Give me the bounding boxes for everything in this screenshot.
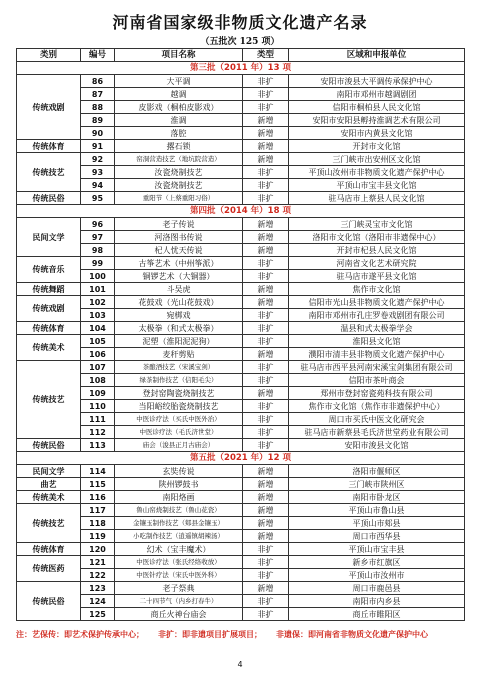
region-unit-cell: 信阳市光山县非物质文化遗产保护中心 — [289, 296, 465, 309]
number-cell: 99 — [81, 257, 115, 270]
number-cell: 86 — [81, 75, 115, 88]
region-unit-cell: 南阳市卧龙区 — [289, 491, 465, 504]
type-cell: 新增 — [243, 387, 289, 400]
batch-label: 第五批（2021 年）12 项 — [17, 452, 465, 465]
project-name-cell: 庙会（浚县正月古庙会） — [115, 439, 243, 452]
number-cell: 87 — [81, 88, 115, 101]
region-unit-cell: 驻马店市上蔡县人民文化馆 — [289, 192, 465, 205]
region-unit-cell: 平顶山汝州市非物质文化遗产保护中心 — [289, 166, 465, 179]
type-cell: 非扩 — [243, 166, 289, 179]
region-unit-cell: 平顶山市鲁山县 — [289, 504, 465, 517]
region-unit-cell: 平顶山市郏县 — [289, 517, 465, 530]
number-cell: 115 — [81, 478, 115, 491]
project-name-cell: 老子祭典 — [115, 582, 243, 595]
type-cell: 非扩 — [243, 374, 289, 387]
table-row — [17, 335, 465, 348]
region-unit-cell: 驻马店市新蔡县毛氏济世堂药业有限公司 — [289, 426, 465, 439]
table-row — [17, 504, 465, 517]
region-unit-cell: 驻马店市西平县河南宋溪宝剑集团有限公司 — [289, 361, 465, 374]
project-name-cell: 二十四节气（内乡打春牛） — [115, 595, 243, 608]
number-cell: 125 — [81, 608, 115, 621]
number-cell: 101 — [81, 283, 115, 296]
type-cell: 新增 — [243, 283, 289, 296]
project-name-cell: 汝瓷烧制技艺 — [115, 179, 243, 192]
region-unit-cell: 平顶山市宝丰县文化馆 — [289, 179, 465, 192]
region-unit-cell: 平顶山市汝州市 — [289, 569, 465, 582]
region-unit-cell: 安阳市浚县文化馆 — [289, 439, 465, 452]
number-cell: 116 — [81, 491, 115, 504]
type-cell: 非扩 — [243, 322, 289, 335]
project-name-cell: 中医诊疗法（毛氏济世堂） — [115, 426, 243, 439]
project-name-cell: 铜锣艺术（大铜器） — [115, 270, 243, 283]
project-name-cell: 汝瓷烧制技艺 — [115, 166, 243, 179]
table-row — [17, 140, 465, 153]
type-cell: 新增 — [243, 348, 289, 361]
category-cell: 传统戏剧 — [17, 75, 81, 140]
project-name-cell: 撂石锁 — [115, 140, 243, 153]
table-row — [17, 244, 465, 257]
type-cell: 非扩 — [243, 543, 289, 556]
project-name-cell: 绿茶制作技艺（信阳毛尖） — [115, 374, 243, 387]
project-name-cell: 当阳峪绞胎瓷烧制技艺 — [115, 400, 243, 413]
project-name-cell: 大平调 — [115, 75, 243, 88]
category-cell: 民间文学 — [17, 218, 81, 257]
region-unit-cell: 洛阳市文化馆（洛阳市非遗保中心） — [289, 231, 465, 244]
footnote-item: 艺保传：即艺术保护传承中心； — [32, 629, 144, 639]
table-row — [17, 595, 465, 608]
project-name-cell: 淮调 — [115, 114, 243, 127]
category-cell: 传统民俗 — [17, 192, 81, 205]
region-unit-cell: 温县和式太极拳学会 — [289, 322, 465, 335]
project-name-cell: 鲁山窑烧制技艺（鲁山花瓷） — [115, 504, 243, 517]
table-row — [17, 127, 465, 140]
header-number: 编号 — [81, 49, 115, 62]
category-cell: 传统医药 — [17, 556, 81, 582]
project-name-cell: 中医诊疗法（买氏中医外治） — [115, 413, 243, 426]
type-cell: 非扩 — [243, 426, 289, 439]
type-cell: 非扩 — [243, 75, 289, 88]
region-unit-cell: 焦作市文化馆（焦作市非遗保护中心） — [289, 400, 465, 413]
region-unit-cell: 南阳市邓州市孔庄罗卷戏剧团有限公司 — [289, 309, 465, 322]
region-unit-cell: 商丘市睢阳区 — [289, 608, 465, 621]
table-row — [17, 530, 465, 543]
footnote-prefix: 注： — [16, 629, 32, 639]
type-cell: 非扩 — [243, 400, 289, 413]
type-cell: 新增 — [243, 517, 289, 530]
type-cell: 非扩 — [243, 179, 289, 192]
type-cell: 非扩 — [243, 270, 289, 283]
table-row — [17, 608, 465, 621]
table-row — [17, 413, 465, 426]
region-unit-cell: 周口市买氏中医文化研究会 — [289, 413, 465, 426]
type-cell: 非扩 — [243, 309, 289, 322]
table-row — [17, 231, 465, 244]
table-row — [17, 478, 465, 491]
number-cell: 96 — [81, 218, 115, 231]
number-cell: 98 — [81, 244, 115, 257]
type-cell: 非扩 — [243, 88, 289, 101]
number-cell: 118 — [81, 517, 115, 530]
region-unit-cell: 南阳市邓州市越调剧团 — [289, 88, 465, 101]
project-name-cell: 小吃制作技艺（逍遥镇胡辣汤） — [115, 530, 243, 543]
type-cell: 非扩 — [243, 556, 289, 569]
region-unit-cell: 周口市西华县 — [289, 530, 465, 543]
table-row — [17, 556, 465, 569]
header-project-name: 项目名称 — [115, 49, 243, 62]
type-cell: 新增 — [243, 153, 289, 166]
number-cell: 91 — [81, 140, 115, 153]
table-row — [17, 166, 465, 179]
region-unit-cell: 信阳市桐柏县人民文化馆 — [289, 101, 465, 114]
project-name-cell: 金镶玉制作技艺（郏县金镶玉） — [115, 517, 243, 530]
category-cell: 传统体育 — [17, 322, 81, 335]
batch-label: 第三批（2011 年）13 项 — [17, 62, 465, 75]
number-cell: 114 — [81, 465, 115, 478]
table-row — [17, 582, 465, 595]
region-unit-cell: 郑州市登封窑瓷苑科技有限公司 — [289, 387, 465, 400]
table-header-row — [17, 49, 465, 62]
number-cell: 97 — [81, 231, 115, 244]
project-name-cell: 茶酿酒技艺（宋溪宝剑） — [115, 361, 243, 374]
type-cell: 新增 — [243, 491, 289, 504]
type-cell: 新增 — [243, 582, 289, 595]
number-cell: 117 — [81, 504, 115, 517]
table-row — [17, 426, 465, 439]
table-row — [17, 296, 465, 309]
project-name-cell: 老子传说 — [115, 218, 243, 231]
page-title: 河南省国家级非物质文化遗产名录 — [112, 13, 368, 32]
table-row — [17, 101, 465, 114]
project-name-cell: 商丘火神台庙会 — [115, 608, 243, 621]
region-unit-cell: 驻马店市遂平县文化馆 — [289, 270, 465, 283]
number-cell: 113 — [81, 439, 115, 452]
category-cell: 传统体育 — [17, 543, 81, 556]
project-name-cell: 中医诊疗法（张氏经络收放） — [115, 556, 243, 569]
number-cell: 111 — [81, 413, 115, 426]
region-unit-cell: 安阳市安阳县孵持淮调艺术有限公司 — [289, 114, 465, 127]
header-region-unit: 区域和申报单位 — [289, 49, 465, 62]
table-row — [17, 439, 465, 452]
type-cell: 新增 — [243, 114, 289, 127]
type-cell: 新增 — [243, 296, 289, 309]
category-cell: 传统技艺 — [17, 153, 81, 192]
type-cell: 非扩 — [243, 569, 289, 582]
type-cell: 新增 — [243, 127, 289, 140]
type-cell: 非扩 — [243, 257, 289, 270]
heritage-table — [16, 48, 465, 621]
region-unit-cell: 三门峡市出安州区文化馆 — [289, 153, 465, 166]
type-cell: 非扩 — [243, 335, 289, 348]
number-cell: 110 — [81, 400, 115, 413]
category-cell: 传统技艺 — [17, 361, 81, 439]
project-name-cell: 幻术（宝丰魔术） — [115, 543, 243, 556]
region-unit-cell: 周口市鹿邑县 — [289, 582, 465, 595]
category-cell: 传统民俗 — [17, 582, 81, 621]
number-cell: 107 — [81, 361, 115, 374]
batch-header-row — [17, 205, 465, 218]
batch-header-row — [17, 452, 465, 465]
table-row — [17, 218, 465, 231]
region-unit-cell: 濮阳市清丰县非物质文化遗产保护中心 — [289, 348, 465, 361]
region-unit-cell: 河南省文化艺术研究院 — [289, 257, 465, 270]
table-row — [17, 348, 465, 361]
category-cell: 曲艺 — [17, 478, 81, 491]
number-cell: 122 — [81, 569, 115, 582]
table-row — [17, 543, 465, 556]
project-name-cell: 窑洞营造技艺（地坑院营造） — [115, 153, 243, 166]
category-cell: 传统技艺 — [17, 504, 81, 543]
number-cell: 121 — [81, 556, 115, 569]
header-type: 类型 — [243, 49, 289, 62]
batch-header-row — [17, 62, 465, 75]
number-cell: 106 — [81, 348, 115, 361]
type-cell: 新增 — [243, 530, 289, 543]
region-unit-cell: 淮阳县文化馆 — [289, 335, 465, 348]
table-row — [17, 400, 465, 413]
type-cell: 新增 — [243, 244, 289, 257]
number-cell: 103 — [81, 309, 115, 322]
type-cell: 非扩 — [243, 192, 289, 205]
region-unit-cell: 安阳市内黄县文化馆 — [289, 127, 465, 140]
project-name-cell: 太极拳（和式太极拳） — [115, 322, 243, 335]
table-row — [17, 88, 465, 101]
batch-label: 第四批（2014 年）18 项 — [17, 205, 465, 218]
region-unit-cell: 信阳市茶叶商会 — [289, 374, 465, 387]
number-cell: 112 — [81, 426, 115, 439]
table-body — [17, 62, 465, 621]
table-row — [17, 270, 465, 283]
project-name-cell: 越调 — [115, 88, 243, 101]
number-cell: 100 — [81, 270, 115, 283]
header-category: 类别 — [17, 49, 81, 62]
footnote-item: 非扩：即非遗项目扩展项目； — [158, 629, 262, 639]
table-row — [17, 517, 465, 530]
number-cell: 89 — [81, 114, 115, 127]
category-cell: 传统戏剧 — [17, 296, 81, 322]
region-unit-cell: 南阳市内乡县 — [289, 595, 465, 608]
table-row — [17, 179, 465, 192]
project-name-cell: 杞人忧天传说 — [115, 244, 243, 257]
table-row — [17, 569, 465, 582]
number-cell: 105 — [81, 335, 115, 348]
category-cell: 传统音乐 — [17, 257, 81, 283]
number-cell: 104 — [81, 322, 115, 335]
project-name-cell: 麦秆剪贴 — [115, 348, 243, 361]
project-name-cell: 泥塑（淮阳泥泥狗） — [115, 335, 243, 348]
table-row — [17, 465, 465, 478]
category-cell: 传统美术 — [17, 491, 81, 504]
type-cell: 非扩 — [243, 101, 289, 114]
number-cell: 123 — [81, 582, 115, 595]
table-row — [17, 153, 465, 166]
project-name-cell: 重阳节（上蔡重阳习俗） — [115, 192, 243, 205]
table-row — [17, 491, 465, 504]
type-cell: 非扩 — [243, 413, 289, 426]
table-row — [17, 309, 465, 322]
number-cell: 88 — [81, 101, 115, 114]
number-cell: 92 — [81, 153, 115, 166]
project-name-cell: 陕州锣鼓书 — [115, 478, 243, 491]
type-cell: 新增 — [243, 218, 289, 231]
page-subtitle: （五批次 125 项） — [200, 37, 280, 47]
project-name-cell: 皮影戏（桐柏皮影戏） — [115, 101, 243, 114]
number-cell: 109 — [81, 387, 115, 400]
region-unit-cell: 新乡市红旗区 — [289, 556, 465, 569]
table-row — [17, 75, 465, 88]
region-unit-cell: 三门峡市陕州区 — [289, 478, 465, 491]
table-row — [17, 257, 465, 270]
table-row — [17, 114, 465, 127]
number-cell: 90 — [81, 127, 115, 140]
table-row — [17, 322, 465, 335]
region-unit-cell: 平顶山市宝丰县 — [289, 543, 465, 556]
number-cell: 95 — [81, 192, 115, 205]
type-cell: 非扩 — [243, 595, 289, 608]
table-row — [17, 283, 465, 296]
region-unit-cell: 开封市文化馆 — [289, 140, 465, 153]
region-unit-cell: 三门峡灵宝市文化馆 — [289, 218, 465, 231]
type-cell: 非扩 — [243, 439, 289, 452]
category-cell: 传统体育 — [17, 140, 81, 153]
table-row — [17, 361, 465, 374]
region-unit-cell: 焦作市文化馆 — [289, 283, 465, 296]
project-name-cell: 中医针疗法（宋氏中医外科） — [115, 569, 243, 582]
region-unit-cell: 安阳市浚县大平调传承保护中心 — [289, 75, 465, 88]
type-cell: 新增 — [243, 140, 289, 153]
project-name-cell: 花鼓戏（光山花鼓戏） — [115, 296, 243, 309]
project-name-cell: 南阳烙画 — [115, 491, 243, 504]
number-cell: 119 — [81, 530, 115, 543]
project-name-cell: 斗吴虎 — [115, 283, 243, 296]
footnote — [16, 629, 476, 640]
category-cell: 民间文学 — [17, 465, 81, 478]
number-cell: 102 — [81, 296, 115, 309]
region-unit-cell: 洛阳市偃师区 — [289, 465, 465, 478]
page-number: 4 — [237, 660, 243, 669]
project-name-cell: 古筝艺术（中州筝派） — [115, 257, 243, 270]
type-cell: 非扩 — [243, 361, 289, 374]
number-cell: 94 — [81, 179, 115, 192]
category-cell: 传统美术 — [17, 335, 81, 361]
type-cell: 新增 — [243, 231, 289, 244]
project-name-cell: 登封窑陶瓷烧制技艺 — [115, 387, 243, 400]
table-row — [17, 192, 465, 205]
table-row — [17, 374, 465, 387]
project-name-cell: 宛梆戏 — [115, 309, 243, 322]
type-cell: 新增 — [243, 504, 289, 517]
number-cell: 124 — [81, 595, 115, 608]
project-name-cell: 河洛图书传说 — [115, 231, 243, 244]
number-cell: 120 — [81, 543, 115, 556]
category-cell: 传统民俗 — [17, 439, 81, 452]
category-cell: 传统舞蹈 — [17, 283, 81, 296]
project-name-cell: 玄奘传说 — [115, 465, 243, 478]
region-unit-cell: 开封市杞县人民文化馆 — [289, 244, 465, 257]
footnote-item: 非遗保：即河南省非物质文化遗产保护中心 — [276, 629, 428, 639]
table-row — [17, 387, 465, 400]
number-cell: 108 — [81, 374, 115, 387]
type-cell: 非扩 — [243, 608, 289, 621]
type-cell: 新增 — [243, 465, 289, 478]
number-cell: 93 — [81, 166, 115, 179]
type-cell: 新增 — [243, 478, 289, 491]
project-name-cell: 落腔 — [115, 127, 243, 140]
